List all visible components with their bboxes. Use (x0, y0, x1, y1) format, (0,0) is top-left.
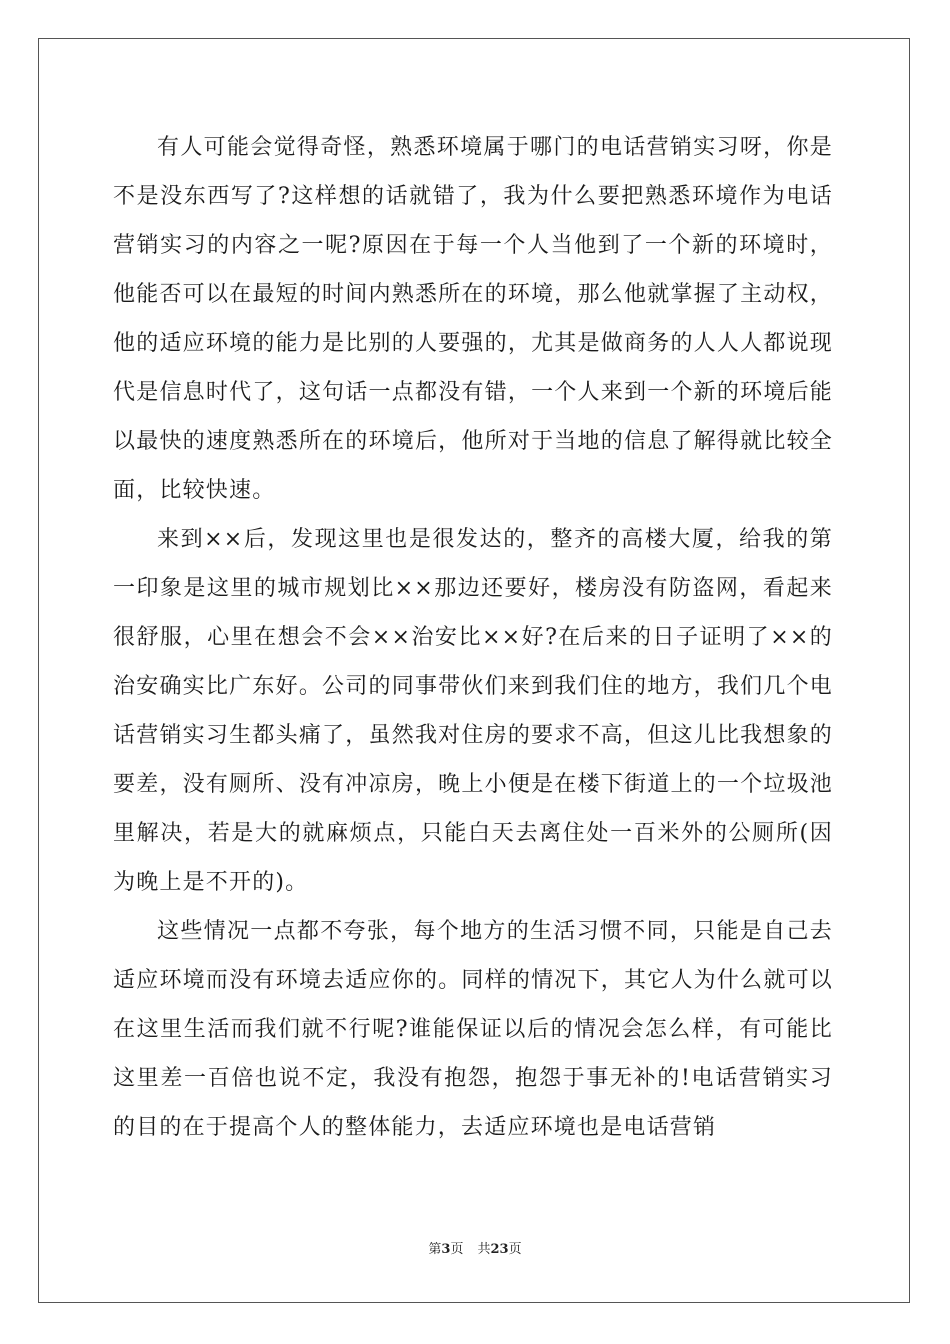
total-unit: 页 (508, 1242, 522, 1257)
page-unit: 页 (450, 1242, 464, 1257)
page-total-number: 23 (490, 1242, 509, 1257)
paragraph-3: 这些情况一点都不夸张，每个地方的生活习惯不同，只能是自己去适应环境而没有环境去适应你的。同样的情况下，其它人为什么就可以在这里生活而我们就不行呢?谁能保证以后的情况会怎么样，有可能比这里差一百倍也说不定，我没有抱怨，抱怨于事无补的!电话营销实习的目的在于提高个人的整体能力，去适应环境也是电话营销 (113, 919, 833, 1140)
document-body (113, 123, 833, 1152)
page-current-number: 3 (441, 1242, 451, 1257)
paragraph-1: 有人可能会觉得奇怪，熟悉环境属于哪门的电话营销实习呀，你是不是没东西写了?这样想的话就错了，我为什么要把熟悉环境作为电话营销实习的内容之一呢?原因在于每一个人当他到了一个新的环境时，他能否可以在最短的时间内熟悉所在的环境，那么他就掌握了主动权，他的适应环境的能力是比别的人要强的，尤其是做商务的人人人都说现代是信息时代了，这句话一点都没有错，一个人来到一个新的环境后能以最快的速度熟悉所在的环境后，他所对于当地的信息了解得就比较全面，比较快速。 (113, 135, 833, 503)
total-prefix: 共 (477, 1242, 491, 1257)
paragraph-2: 来到××后，发现这里也是很发达的，整齐的高楼大厦，给我的第一印象是这里的城市规划比××那边还要好，楼房没有防盗网，看起来很舒服，心里在想会不会××治安比××好?在后来的日子证明了××的治安确实比广东好。公司的同事带伙们来到我们住的地方，我们几个电话营销实习生都头痛了，虽然我对住房的要求不高，但这儿比我想象的要差，没有厕所、没有冲凉房，晚上小便是在楼下街道上的一个垃圾池里解决，若是大的就麻烦点，只能白天去离住处一百米外的公厕所(因为晚上是不开的)。 (113, 527, 833, 895)
page-prefix: 第 (428, 1242, 442, 1257)
page-footer (0, 1241, 950, 1259)
